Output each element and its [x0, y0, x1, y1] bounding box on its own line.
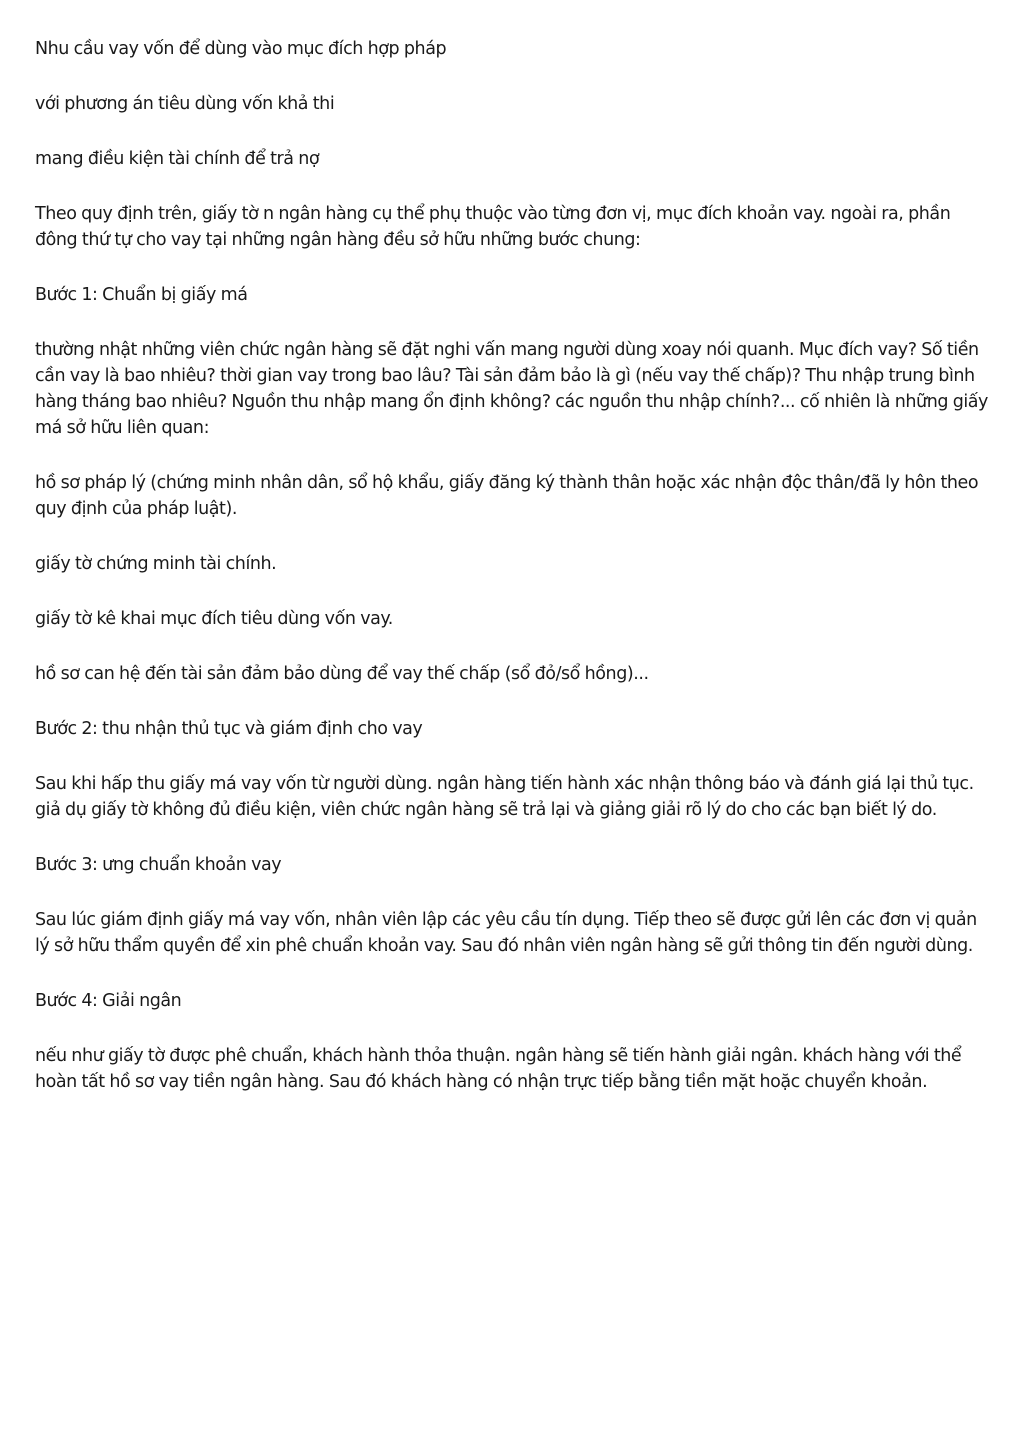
- paragraph-step-3-body: Sau lúc giám định giấy má vay vốn, nhân viên lập các yêu cầu tín dụng. Tiếp theo sẽ được gửi lên các đơn vị quản lý sở hữu thẩm quyền để xin phê chuẩn khoản vay. Sau đó nhân viên ngân hàng sẽ gửi thông tin đến người dùng.: [35, 910, 977, 956]
- paragraph-step-2-body: Sau khi hấp thu giấy má vay vốn từ người dùng. ngân hàng tiến hành xác nhận thông báo và đánh giá lại thủ tục. giả dụ giấy tờ không đủ điều kiện, viên chức ngân hàng sẽ trả lại và giảng giải rõ lý do cho các bạn biết lý do.: [35, 774, 974, 820]
- heading-step-2: Bước 2: thu nhận thủ tục và giám định cho vay: [35, 719, 423, 739]
- paragraph-step-4-body: nếu như giấy tờ được phê chuẩn, khách hành thỏa thuận. ngân hàng sẽ tiến hành giải ngân. khách hàng với thể hoàn tất hồ sơ vay tiền ngân hàng. Sau đó khách hàng có nhận trực tiếp bằng tiền mặt hoặc chuyển khoản.: [35, 1046, 962, 1092]
- heading-step-4: Bước 4: Giải ngân: [35, 991, 182, 1011]
- document-body: [35, 36, 995, 1124]
- paragraph-collateral-documents: hồ sơ can hệ đến tài sản đảm bảo dùng để vay thế chấp (sổ đỏ/sổ hồng)...: [35, 664, 649, 684]
- paragraph-financial-proof: giấy tờ chứng minh tài chính.: [35, 554, 277, 574]
- paragraph-usage-declaration: giấy tờ kê khai mục đích tiêu dùng vốn vay.: [35, 609, 393, 629]
- heading-step-3: Bước 3: ưng chuẩn khoản vay: [35, 855, 282, 875]
- paragraph-financial-condition: mang điều kiện tài chính để trả nợ: [35, 149, 320, 169]
- paragraph-step-1-questions: thường nhật những viên chức ngân hàng sẽ đặt nghi vấn mang người dùng xoay nói quanh. Mục đích vay? Số tiền cần vay là bao nhiêu? thời gian vay trong bao lâu? Tài sản đảm bảo là gì (nếu vay thế chấp)? Thu nhập trung bình hàng tháng bao nhiêu? Nguồn thu nhập mang ổn định không? các nguồn thu nhập chính?... cố nhiên là những giấy má sở hữu liên quan:: [35, 340, 988, 438]
- heading-step-1: Bước 1: Chuẩn bị giấy má: [35, 285, 248, 305]
- paragraph-intro-steps: Theo quy định trên, giấy tờ n ngân hàng cụ thể phụ thuộc vào từng đơn vị, mục đích khoản vay. ngoài ra, phần đông thứ tự cho vay tại những ngân hàng đều sở hữu những bước chung:: [35, 204, 951, 250]
- paragraph-loan-purpose: Nhu cầu vay vốn để dùng vào mục đích hợp pháp: [35, 39, 447, 59]
- paragraph-usage-plan: với phương án tiêu dùng vốn khả thi: [35, 94, 335, 114]
- paragraph-legal-documents: hồ sơ pháp lý (chứng minh nhân dân, sổ hộ khẩu, giấy đăng ký thành thân hoặc xác nhận độc thân/đã ly hôn theo quy định của pháp luật).: [35, 473, 979, 519]
